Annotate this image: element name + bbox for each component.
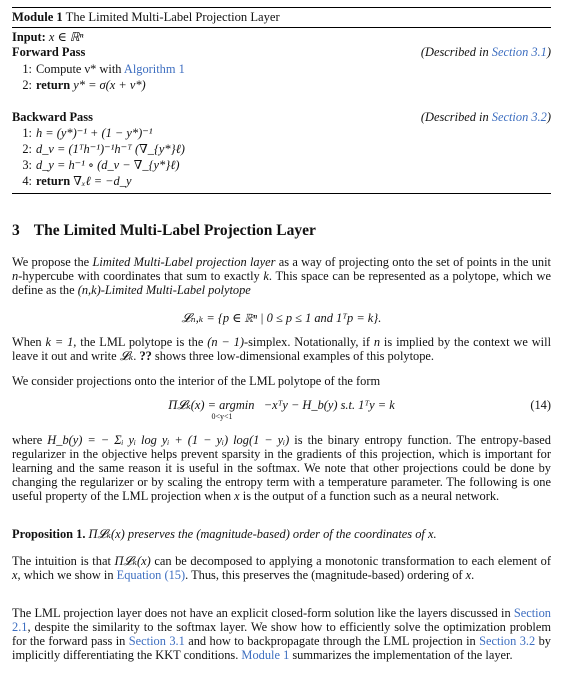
proposition-1 — [12, 527, 551, 541]
text: as a way of projecting onto the set of points in the unit — [275, 255, 551, 269]
math-var: x — [12, 568, 18, 582]
section-3-2-link[interactable]: Section 3.2 — [479, 634, 536, 648]
forward-step-2 — [12, 78, 146, 92]
return-keyword: return — [36, 174, 71, 188]
text: can be decomposed to applying a monotonic transformation to each element of — [150, 554, 551, 568]
backward-described-suffix: ) — [546, 110, 551, 124]
step-expr: d_ν = (1ᵀh⁻¹)⁻¹h⁻ᵀ (∇_{y*}ℓ) — [36, 142, 185, 156]
section-3-1-link[interactable]: Section 3.1 — [128, 634, 185, 648]
input-label: Input: — [12, 30, 46, 44]
section-heading — [12, 224, 316, 238]
text: , which we show in — [17, 568, 117, 582]
math: (n − 1) — [207, 335, 244, 349]
step-expr: ∇ₓℓ = −d_y — [73, 174, 132, 188]
step-number: 2: — [22, 142, 32, 156]
text: , despite the similarity to the softmax layer. We show how to efficiently solve the optimization problem for the forward pass in — [12, 620, 551, 648]
backward-pass-heading: Backward Pass — [12, 110, 93, 124]
text: . — [433, 527, 437, 541]
return-keyword: return — [36, 78, 71, 92]
math: n — [373, 335, 381, 349]
equation-number: (14) — [530, 398, 551, 412]
text: where — [12, 433, 48, 447]
module-label: Module 1 — [12, 10, 63, 24]
paragraph-entropy — [12, 433, 551, 503]
missing-ref[interactable]: ?? — [139, 349, 152, 363]
module-input — [12, 30, 83, 44]
math-var: x — [427, 527, 434, 541]
proposition-label: Proposition 1. — [12, 527, 86, 541]
module-bottom-rule — [12, 193, 551, 194]
polytope-equation: 𝓛ₙ,ₖ = {p ∈ ℝⁿ | 0 ≤ p ≤ 1 and 1ᵀp = k}. — [181, 311, 382, 325]
backward-step-2 — [12, 142, 185, 156]
emphasis: Limited Multi-Label projection layer — [92, 255, 276, 269]
forward-pass-heading: Forward Pass — [12, 45, 86, 59]
section-title: The Limited Multi-Label Projection Layer — [33, 222, 316, 239]
eq-lhs: Π𝓛ₖ(x) = argmin — [168, 398, 255, 412]
step-expr: y* = σ(x + ν*) — [73, 78, 146, 92]
text: is implied by the context we will leave it out and write — [12, 335, 552, 363]
backward-step-1 — [12, 126, 152, 140]
math-var: x — [234, 489, 240, 503]
text: We propose the — [12, 255, 93, 269]
text: . — [133, 349, 140, 363]
paragraph-intuition — [12, 554, 551, 582]
math: k = 1 — [45, 335, 74, 349]
paragraph-implementation — [12, 606, 551, 662]
text: . — [471, 568, 475, 582]
text: When — [12, 335, 46, 349]
module-title — [12, 10, 280, 24]
algorithm-1-link[interactable]: Algorithm 1 — [123, 62, 185, 76]
text: , the LML polytope is the — [73, 335, 208, 349]
text: by implicitly differentiating the KKT conditions. — [12, 634, 551, 662]
argmin-subscript: 0<y<1 — [211, 412, 233, 421]
paragraph-intro — [12, 255, 551, 297]
proposition-text: preserves the (magnitude-based) order of the coordinates of — [124, 527, 428, 541]
module-name: The Limited Multi-Label Projection Layer — [65, 10, 280, 24]
math: 𝓛ₖ — [119, 349, 134, 363]
text: shows three low-dimensional examples of this polytope. — [151, 349, 435, 363]
forward-described — [421, 45, 551, 59]
text: . This space can be represented as a polytope, which we define as the — [12, 269, 551, 297]
math-var: x — [465, 568, 472, 582]
backward-step-4 — [12, 174, 131, 188]
backward-described — [421, 110, 551, 124]
text: The intuition is that — [12, 554, 115, 568]
math: Π𝓛ₖ(x) — [88, 527, 125, 541]
text: summarizes the implementation of the layer. — [289, 648, 513, 662]
text: -simplex. Notationally, if — [243, 335, 374, 349]
step-expr: h = (y*)⁻¹ + (1 − y*)⁻¹ — [36, 126, 153, 140]
emphasis: (n,k)-Limited Multi-Label polytope — [77, 283, 251, 297]
paragraph-simplex — [12, 335, 551, 363]
math-var: n — [12, 269, 19, 283]
module-1-link[interactable]: Module 1 — [241, 648, 290, 662]
backward-step-3 — [12, 158, 179, 172]
text: is the binary entropy function. The entropy-based regularizer in the objective helps prevent sparsity in the gradients of this projection, which is important for learning and the same reason it is useful in the softmax. We note that other projections could be done by changing the regularizer or by scaling the entropy term with a temperature parameter. The following is one useful property of the LML projection when — [12, 433, 551, 503]
math: H_b(y) = − Σᵢ yᵢ log yᵢ + (1 − yᵢ) log(1 − yᵢ) — [47, 433, 290, 447]
eq-rhs: −xᵀy − H_b(y) s.t. 1ᵀy = k — [263, 398, 395, 412]
backward-section-link[interactable]: Section 3.2 — [491, 110, 547, 124]
backward-described-prefix: (Described in — [420, 110, 492, 124]
forward-step-1 — [12, 62, 185, 76]
paragraph-projection: We consider projections onto the interior of the LML polytope of the form — [12, 374, 381, 388]
text: is the output of a function such as a neural network. — [239, 489, 500, 503]
math: Π𝓛ₖ(x) — [114, 554, 151, 568]
text: . Thus, this preserves the (magnitude-based) ordering of — [185, 568, 466, 582]
text: -hypercube with coordinates that sum to exactly — [18, 269, 264, 283]
projection-equation — [12, 398, 551, 421]
module-header-rule — [12, 27, 551, 28]
step-number: 4: — [22, 174, 32, 188]
step-number: 1: — [22, 126, 32, 140]
step-expr: d_y = h⁻¹ ∘ (d_ν − ∇_{y*}ℓ) — [36, 158, 180, 172]
text: and how to backpropagate through the LML projection in — [184, 634, 480, 648]
section-number: 3 — [12, 222, 20, 239]
forward-described-suffix: ) — [546, 45, 551, 59]
step-text: Compute ν* with — [36, 62, 124, 76]
module-top-rule — [12, 7, 551, 8]
input-expr: x ∈ ℝⁿ — [48, 30, 84, 44]
step-number: 3: — [22, 158, 32, 172]
step-number: 2: — [22, 78, 32, 92]
text: The LML projection layer does not have an explicit closed-form solution like the layers discussed in — [12, 606, 514, 620]
forward-section-link[interactable]: Section 3.1 — [491, 45, 547, 59]
math-var: k — [263, 269, 269, 283]
forward-described-prefix: (Described in — [420, 45, 492, 59]
section-2-1-link[interactable]: Section 2.1 — [12, 606, 551, 634]
step-number: 1: — [22, 62, 32, 76]
equation-15-link[interactable]: Equation (15) — [116, 568, 186, 582]
